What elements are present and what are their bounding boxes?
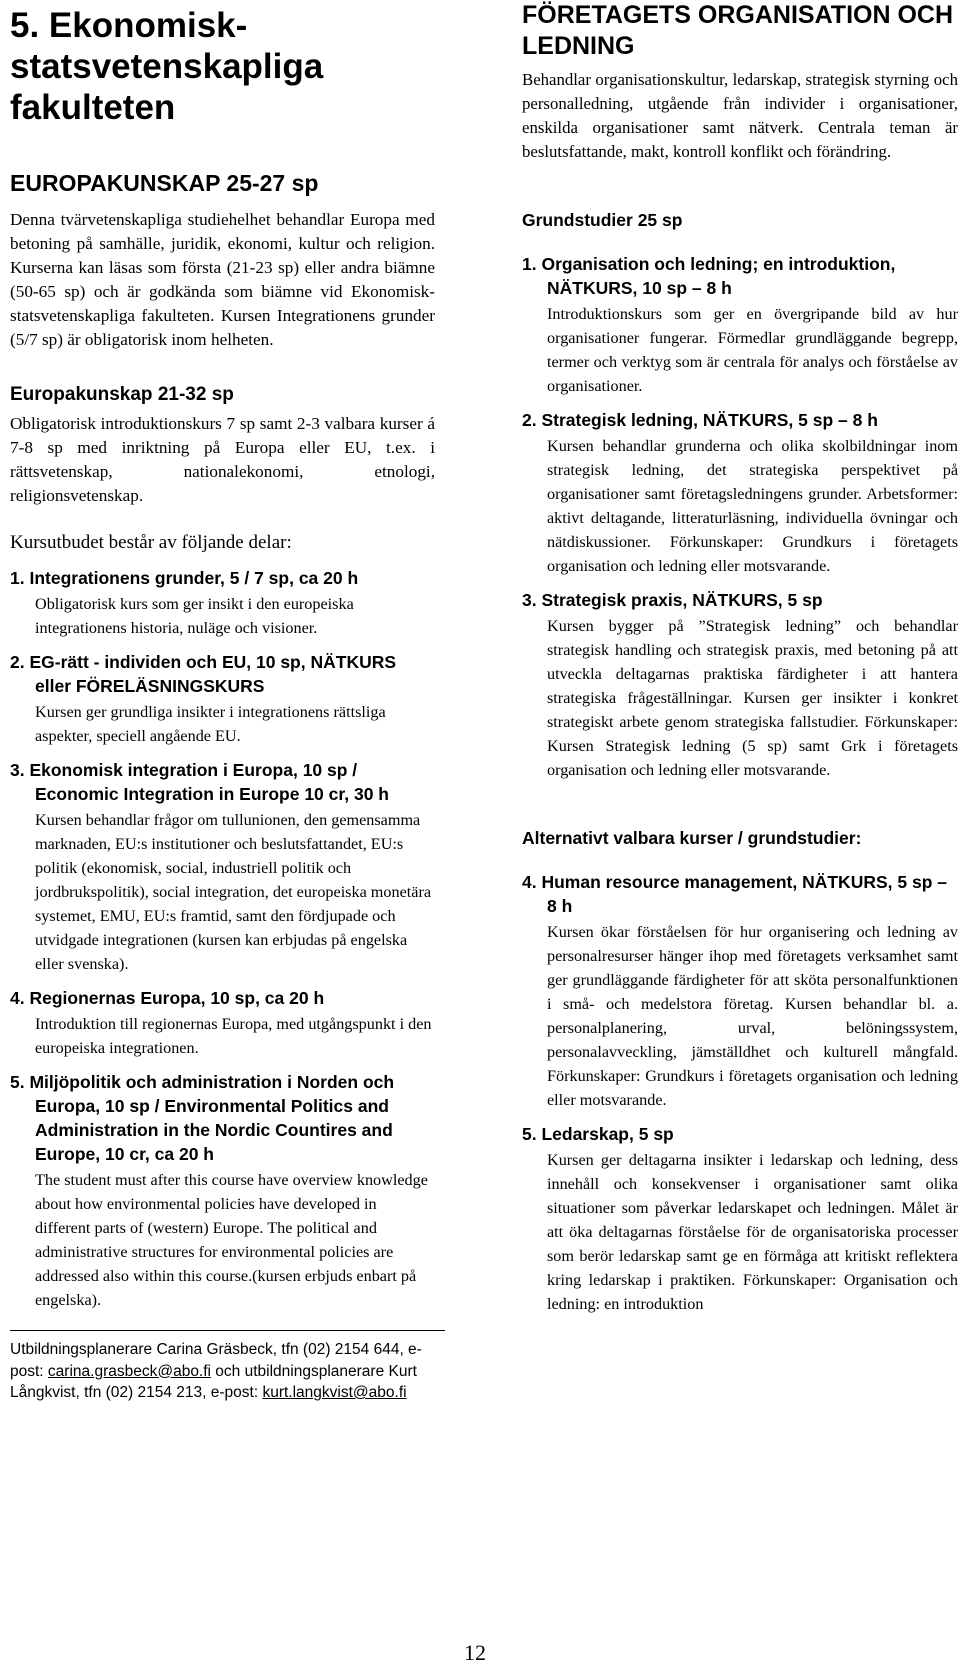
course-item xyxy=(522,870,958,1112)
europakunskap-heading: EUROPAKUNSKAP 25-27 sp xyxy=(10,170,319,196)
page-number: 12 xyxy=(464,1640,486,1665)
course-title: 1. Integrationens grunder, 5 / 7 sp, ca 20 h xyxy=(10,568,359,588)
left-column xyxy=(10,0,435,1404)
contact-text-2: och utbildningsplanerare Kurt Långkvist, tfn (02) 2154 213, e-post: xyxy=(10,1362,417,1401)
course-title: 3. Strategisk praxis, NÄTKURS, 5 sp xyxy=(522,590,823,610)
course-description: Kursen ökar förståelsen för hur organisering och ledning av personalresurser hänger ihop med företagets verksamhet samt ger grundläggande färdigheter för att sköta personalfunktionen i små- och medelstora företag. Kursen behandlar bl. a. personalplanering, urval, belöningssystem, personalavveckling, jämställdhet och kulturell mångfald. Förkunskaper: Grundkurs i företagets organisation och ledning eller motsvarande. xyxy=(547,923,958,1109)
contact-text-1: Utbildningsplanerare Carina Gräsbeck, tfn (02) 2154 644, e-post: xyxy=(10,1341,422,1380)
course-item xyxy=(522,252,958,398)
course-item xyxy=(10,566,435,640)
course-description: Introduktion till regionernas Europa, med utgångspunkt i den europeiska integrationen. xyxy=(35,1015,432,1057)
course-title: 1. Organisation och ledning; en introduktion, NÄTKURS, 10 sp – 8 h xyxy=(522,254,896,298)
course-item xyxy=(10,758,435,976)
chapter-title: 5. Ekonomisk-statsvetenskapliga fakulteten xyxy=(10,6,324,127)
course-description: Kursen ger deltagarna insikter i ledarskap och ledning, dess innehåll och konsekvenser i organisationer samt olika situationer som påverkar ledarskapet och ledningen. Målet är att öka deltagarnas förståelse för de organisatoriska processer som berör ledarskap samt ge en förmåga att kritiskt reflektera kring ledarskap i praktiken. Förkunskaper: Organisation och ledning: en introduktion xyxy=(547,1151,958,1313)
course-description: Introduktionskurs som ger en övergripande bild av hur organisationer fungerar. Förmedlar grundläggande begrepp, termer och verktyg som är centrala för analys och förståelse av organisationer. xyxy=(547,305,958,395)
email-link-carina[interactable]: carina.grasbeck@abo.fi xyxy=(47,1362,211,1380)
right-column xyxy=(522,0,958,1316)
course-title: 4. Human resource management, NÄTKURS, 5 sp – 8 h xyxy=(522,872,947,916)
course-item xyxy=(522,1122,958,1316)
course-description: Obligatorisk kurs som ger insikt i den europeiska integrationens historia, nuläge och visioner. xyxy=(35,595,354,637)
footnote-divider xyxy=(10,1330,445,1331)
course-title: 2. Strategisk ledning, NÄTKURS, 5 sp – 8 h xyxy=(522,410,878,430)
course-description: Kursen behandlar frågor om tullunionen, den gemensamma marknaden, EU:s institutioner och beslutsfattandet, EU:s politik (ekonomisk, social, industriell politik och jordbrukspolitik), social integration, det europeiska monetära systemet, EMU, EU:s framtid, samt den fördjupade och utvidgade integrationen (kursen kan erbjudas på engelska eller svenska). xyxy=(35,811,432,973)
email-link-kurt[interactable]: kurt.langkvist@abo.fi xyxy=(262,1384,407,1401)
course-item xyxy=(522,408,958,578)
course-description: Kursen behandlar grunderna och olika skolbildningar inom strategisk ledning, det strategiska perspektivet på organisationer samt företagsledningens grunder. Arbetsformer: aktivt deltagande, litteraturläsning, individuella övningar och nätdiskussioner. Förkunskaper: Grundkurs i företagets organisation och ledning eller motsvarande. xyxy=(547,437,958,575)
course-title: 3. Ekonomisk integration i Europa, 10 sp / Economic Integration in Europe 10 cr, 30 h xyxy=(10,760,389,804)
contact-info xyxy=(10,1339,435,1404)
course-title: 5. Ledarskap, 5 sp xyxy=(522,1124,674,1144)
course-title: 4. Regionernas Europa, 10 sp, ca 20 h xyxy=(10,988,325,1008)
foretagets-organisation-intro: Behandlar organisationskultur, ledarskap, strategisk styrning och personalledning, utgående från individer i organisationer, enskilda organisationer samt nätverk. Centrala teman är beslutsfattande, makt, kontroll konflikt och förändring. xyxy=(522,70,958,161)
course-description: The student must after this course have overview knowledge about how environmental policies have developed in different parts of (western) Europe. The political and administrative structures for environmental policies are addressed also within this course.(kursen erbjuds enbart på engelska). xyxy=(35,1171,428,1309)
course-title: 5. Miljöpolitik och administration i Norden och Europa, 10 sp / Environmental Politics and Administration in the Nordic Countires and Europe, 10 cr, ca 20 h xyxy=(10,1072,395,1164)
foretagets-organisation-heading: FÖRETAGETS ORGANISATION OCH LEDNING xyxy=(522,1,954,60)
course-item xyxy=(10,1070,435,1312)
course-description: Kursen bygger på ”Strategisk ledning” och behandlar strategisk handling och strategisk praxis, med betoning på att utveckla deltagarnas praktiska färdigheter i att hantera strategiska frågeställningar. Kursen ger insikter i konkret strategiskt arbete genom strategiska fallstudier. Förkunskaper: Kursen Strategisk ledning (5 sp) samt Grk i företagets organisation och ledning eller motsvarande. xyxy=(547,617,958,779)
europakunskap-sub-body: Obligatorisk introduktionskurs 7 sp samt 2-3 valbara kurser á 7-8 sp med inriktning på Europa eller EU, t.ex. i rättsvetenskap, nationalekonomi, etnologi, religionsvetenskap. xyxy=(10,414,435,505)
course-item xyxy=(10,650,435,748)
course-offer-intro: Kursutbudet består av följande delar: xyxy=(10,532,292,553)
europakunskap-sub-heading: Europakunskap 21-32 sp xyxy=(10,384,234,405)
course-item xyxy=(10,986,435,1060)
europakunskap-intro: Denna tvärvetenskapliga studiehelhet behandlar Europa med betoning på samhälle, juridik, ekonomi, kultur och religion. Kurserna kan läsas som första (21-23 sp) eller andra biämne (50-65 sp) och är godkända som biämne vid Ekonomisk-statsvetenskapliga fakulteten. Kursen Integrationens grunder (5/7 sp) är obligatorisk inom helheten. xyxy=(10,210,435,349)
course-item xyxy=(522,588,958,782)
grundstudier-heading: Grundstudier 25 sp xyxy=(522,210,683,230)
course-title: 2. EG-rätt - individen och EU, 10 sp, NÄTKURS eller FÖRELÄSNINGSKURS xyxy=(10,652,397,696)
alternativt-valbara-heading: Alternativt valbara kurser / grundstudier: xyxy=(522,828,862,848)
course-description: Kursen ger grundliga insikter i integrationens rättsliga aspekter, speciell angående EU. xyxy=(35,703,386,745)
